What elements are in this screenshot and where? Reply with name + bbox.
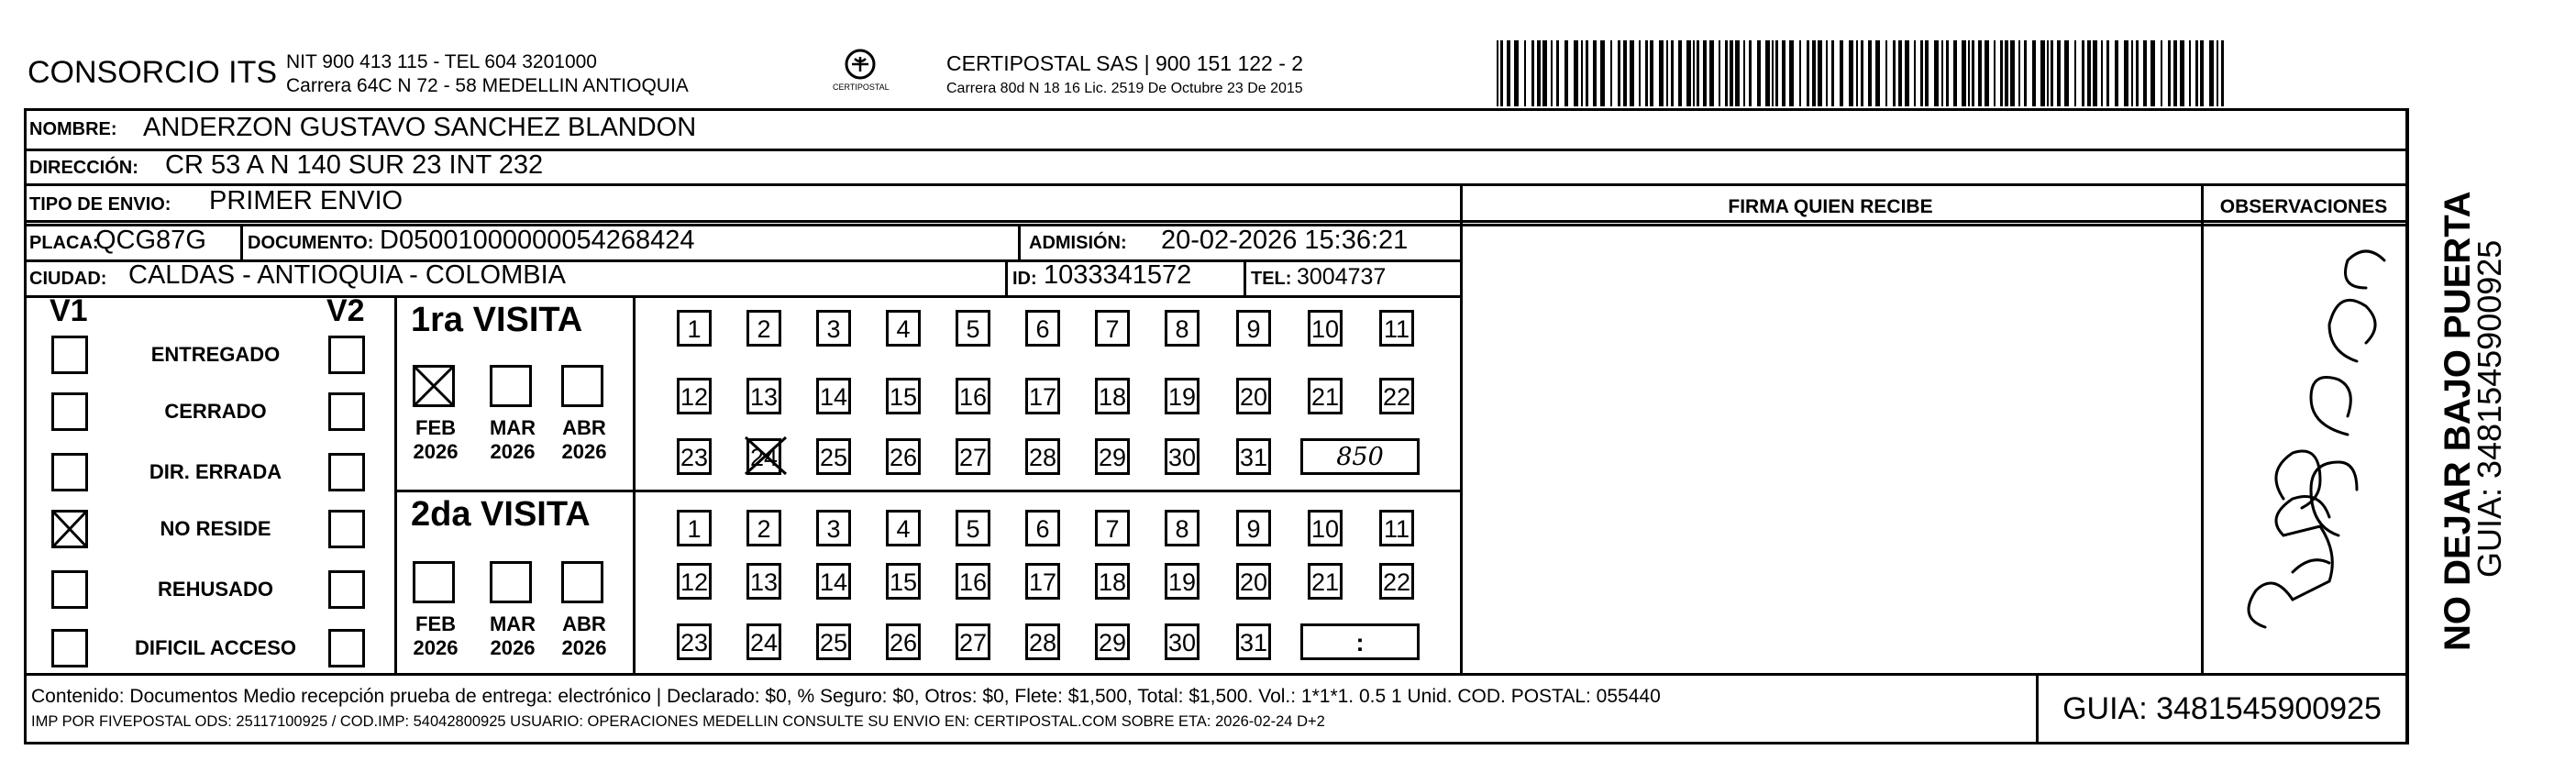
barcode-bar (1725, 40, 1728, 106)
signature-icon (2201, 224, 2406, 673)
first-visit-day-3-box[interactable]: 3 (816, 310, 851, 347)
v2-checkbox[interactable] (328, 336, 365, 374)
barcode-bar (1581, 40, 1583, 106)
second-visit-day-16-box[interactable]: 16 (956, 563, 990, 600)
barcode-bar (1946, 40, 1949, 106)
first-visit-day-25-box[interactable]: 25 (816, 438, 851, 475)
first-visit-day-12-box[interactable]: 12 (677, 378, 712, 414)
document-label: DOCUMENTO: (248, 233, 374, 253)
first-visit-day-5-box[interactable]: 5 (956, 310, 990, 347)
barcode-bar (1812, 40, 1816, 106)
barcode-bar (1645, 40, 1648, 106)
barcode-bar (1507, 40, 1510, 106)
barcode-bar (1650, 40, 1653, 106)
month-year: 2026 (413, 636, 459, 659)
second-visit-day-17-box[interactable]: 17 (1025, 563, 1060, 600)
month-label (404, 416, 468, 464)
month-name: MAR (489, 612, 536, 635)
barcode-bar (1856, 40, 1858, 106)
second-visit-day-21-box[interactable]: 21 (1308, 563, 1343, 600)
first-visit-day-21-box[interactable]: 21 (1308, 378, 1343, 414)
barcode-bar (1962, 40, 1966, 106)
second-visit-day-18-box[interactable]: 18 (1095, 563, 1130, 600)
barcode-bar (2180, 40, 2184, 106)
first-visit-month-mar-checkbox[interactable] (490, 365, 532, 407)
barcode-bar (2150, 40, 2155, 106)
footer-guide: GUIA: 3481545900925 (2062, 691, 2382, 726)
month-year: 2026 (561, 636, 607, 659)
barcode-bar (1586, 40, 1588, 106)
barcode-bar (1551, 40, 1553, 106)
barcode-bar (2082, 40, 2084, 106)
first-visit-day-27-box[interactable]: 27 (956, 438, 990, 475)
side-notice: NO DEJAR BAJO PUERTA (2438, 191, 2478, 651)
barcode-bar (1757, 40, 1761, 106)
first-visit-day-8-box[interactable]: 8 (1165, 310, 1200, 347)
status-label: DIFICIL ACCESO (134, 636, 296, 659)
barcode-bar (2124, 40, 2128, 106)
barcode-bar (1920, 40, 1923, 106)
first-visit-day-23-box[interactable]: 23 (677, 438, 712, 475)
second-visit-day-9-box[interactable]: 9 (1236, 510, 1271, 546)
second-visit-day-26-box[interactable]: 26 (886, 623, 921, 660)
month-label (481, 612, 545, 660)
month-name: MAR (489, 416, 536, 439)
status-label: CERRADO (164, 400, 267, 423)
first-visit-day-17-box[interactable]: 17 (1025, 378, 1060, 414)
month-name: ABR (562, 416, 606, 439)
first-visit-day-2-box[interactable]: 2 (746, 310, 781, 347)
v1-checkbox[interactable] (51, 629, 88, 667)
barcode-bar (1849, 40, 1853, 106)
second-visit-month-mar-checkbox[interactable] (490, 561, 532, 603)
barcode-bar (1840, 40, 1843, 106)
barcode-bar (2115, 40, 2118, 106)
second-visit-day-7-box[interactable]: 7 (1095, 510, 1130, 546)
first-visit-day-22-box[interactable]: 22 (1379, 378, 1414, 414)
barcode-bar (1623, 40, 1627, 106)
barcode-bar (1686, 40, 1691, 106)
second-visit-day-31-box[interactable]: 31 (1236, 623, 1271, 660)
first-visit-day-1-box[interactable]: 1 (677, 310, 712, 347)
v2-label: V2 (326, 293, 365, 328)
city-label: CIUDAD: (29, 269, 107, 289)
barcode-bar (1765, 40, 1770, 106)
second-visit-day-5-box[interactable]: 5 (956, 510, 990, 546)
barcode-bar (2040, 40, 2045, 106)
barcode-bar (1749, 40, 1752, 106)
barcode-bar (1994, 40, 1996, 106)
day-x-mark (746, 438, 787, 475)
month-year: 2026 (561, 440, 607, 463)
barcode-bar (1893, 40, 1896, 106)
barcode-bar (1678, 40, 1682, 106)
barcode-bar (1666, 40, 1668, 106)
second-visit-day-2-box[interactable]: 2 (746, 510, 781, 546)
barcode-bar (2093, 40, 2097, 106)
barcode (1497, 40, 2226, 106)
first-visit-day-30-box[interactable]: 30 (1165, 438, 1200, 475)
plate-label: PLACA: (29, 233, 99, 253)
v2-checkbox[interactable] (328, 392, 365, 431)
first-visit-day-13-box[interactable]: 13 (746, 378, 781, 414)
tel-number: 3004737 (1297, 264, 1387, 290)
second-visit-day-28-box[interactable]: 28 (1025, 623, 1060, 660)
barcode-bar (1697, 40, 1699, 106)
admission-date: 20-02-2026 15:36:21 (1161, 226, 1409, 255)
barcode-bar (1934, 40, 1939, 106)
second-visit-day-27-box[interactable]: 27 (956, 623, 990, 660)
barcode-bar (1630, 40, 1634, 106)
barcode-bar (2168, 40, 2171, 106)
v1-label: V1 (50, 293, 88, 328)
barcode-bar (2005, 40, 2008, 106)
first-visit-day-10-box[interactable]: 10 (1308, 310, 1343, 347)
barcode-bar (1709, 40, 1714, 106)
second-visit-day-19-box[interactable]: 19 (1165, 563, 1200, 600)
x-mark-icon (413, 365, 455, 407)
barcode-bar (1671, 40, 1674, 106)
first-visit-day-6-box[interactable]: 6 (1025, 310, 1060, 347)
month-label (552, 612, 616, 660)
status-label: REHUSADO (158, 578, 273, 601)
first-visit-time-box[interactable]: 850 (1300, 438, 1420, 475)
barcode-bar (1719, 40, 1720, 106)
barcode-bar (1574, 40, 1578, 106)
month-name: ABR (562, 612, 606, 635)
barcode-bar (1789, 40, 1794, 106)
second-visit-day-20-box[interactable]: 20 (1236, 563, 1271, 600)
first-visit-day-28-box[interactable]: 28 (1025, 438, 1060, 475)
month-name: FEB (415, 416, 456, 439)
month-name: FEB (415, 612, 456, 635)
first-visit-day-11-box[interactable]: 11 (1379, 310, 1414, 347)
barcode-bar (2051, 40, 2053, 106)
barcode-bar (2221, 40, 2224, 106)
barcode-bar (2024, 40, 2027, 106)
plate: QCG87G (95, 226, 206, 255)
first-visit-day-14-box[interactable]: 14 (816, 378, 851, 414)
barcode-bar (2064, 40, 2069, 106)
certipostal-logo (827, 46, 893, 97)
barcode-bar (1985, 40, 1989, 106)
barcode-bar (2209, 40, 2214, 106)
v1-checkbox[interactable] (51, 570, 88, 609)
shipment-type: PRIMER ENVIO (209, 186, 404, 215)
barcode-bar (1703, 40, 1707, 106)
second-visit-day-12-box[interactable]: 12 (677, 563, 712, 600)
document-number: D05001000000054268424 (380, 226, 695, 255)
barcode-bar (2161, 40, 2162, 106)
barcode-bar (2195, 40, 2198, 106)
city: CALDAS - ANTIOQUIA - COLOMBIA (128, 260, 566, 290)
v2-checkbox[interactable] (328, 453, 365, 491)
first-visit-day-20-box[interactable]: 20 (1236, 378, 1271, 414)
company-address: Carrera 64C N 72 - 58 MEDELLIN ANTIOQUIA (286, 75, 689, 96)
v2-checkbox[interactable] (328, 510, 365, 548)
v2-checkbox[interactable] (328, 570, 365, 609)
first-visit-day-18-box[interactable]: 18 (1095, 378, 1130, 414)
second-visit-day-22-box[interactable]: 22 (1379, 563, 1414, 600)
month-year: 2026 (490, 636, 536, 659)
barcode-bar (1693, 40, 1695, 106)
barcode-bar (1564, 40, 1568, 106)
company-name: CONSORCIO ITS (28, 55, 278, 90)
carrier-name: CERTIPOSTAL SAS | 900 151 122 - 2 (946, 51, 1304, 75)
barcode-bar (2173, 40, 2177, 106)
barcode-bar (1972, 40, 1974, 106)
barcode-bar (1831, 40, 1834, 106)
barcode-bar (1497, 40, 1498, 106)
barcode-bar (1941, 40, 1943, 106)
first-visit-day-15-box[interactable]: 15 (886, 378, 921, 414)
barcode-bar (1905, 40, 1909, 106)
barcode-bar (1772, 40, 1774, 106)
month-label (404, 612, 468, 660)
recipient-address: CR 53 A N 140 SUR 23 INT 232 (165, 150, 544, 180)
barcode-bar (2136, 40, 2139, 106)
x-mark-icon (51, 510, 88, 548)
content-line: Contenido: Documentos Medio recepción prueba de entrega: electrónico | Declarado: $0, % Seguro: $0, Otros: $0, Flete: $1,500, Total: $1,500. Vol.: 1*1*1. 0.5 1 Unid. COD. POSTAL: 055440 (31, 686, 1661, 707)
second-visit-day-10-box[interactable]: 10 (1308, 510, 1343, 546)
second-visit-day-29-box[interactable]: 29 (1095, 623, 1130, 660)
barcode-bar (1885, 40, 1887, 106)
barcode-bar (1968, 40, 1970, 106)
handwritten-signature (2201, 224, 2406, 673)
first-visit-day-4-box[interactable]: 4 (886, 310, 921, 347)
first-visit-day-29-box[interactable]: 29 (1095, 438, 1130, 475)
barcode-bar (2217, 40, 2218, 106)
side-guide: GUIA: 3481545900925 (2471, 239, 2508, 578)
second-visit-title: 2da VISITA (411, 495, 591, 534)
barcode-bar (1898, 40, 1902, 106)
first-visit-day-24-box[interactable]: 24 (746, 438, 781, 475)
barcode-bar (1618, 40, 1620, 106)
barcode-bar (2131, 40, 2133, 106)
barcode-bar (1818, 40, 1822, 106)
id-label: ID: (1012, 269, 1037, 289)
second-visit-day-25-box[interactable]: 25 (816, 623, 851, 660)
second-visit-day-6-box[interactable]: 6 (1025, 510, 1060, 546)
barcode-bar (1868, 40, 1872, 106)
x-mark-icon (744, 436, 788, 476)
second-visit-day-13-box[interactable]: 13 (746, 563, 781, 600)
barcode-bar (2106, 40, 2109, 106)
month-label (552, 416, 616, 464)
barcode-bar (1807, 40, 1809, 106)
barcode-bar (1978, 40, 1982, 106)
barcode-bar (1730, 40, 1733, 106)
barcode-bar (2074, 40, 2076, 106)
barcode-bar (1775, 40, 1778, 106)
barcode-bar (1500, 40, 1503, 106)
barcode-bar (2047, 40, 2049, 106)
company-nit: NIT 900 413 115 - TEL 604 3201000 (286, 51, 597, 72)
barcode-bar (1556, 40, 1559, 106)
barcode-bar (2101, 40, 2103, 106)
barcode-bar (1861, 40, 1863, 106)
status-label: ENTREGADO (150, 343, 281, 366)
barcode-bar (1914, 40, 1916, 106)
first-visit-month-abr-checkbox[interactable] (561, 365, 603, 407)
v2-checkbox[interactable] (328, 629, 365, 667)
month-year: 2026 (490, 440, 536, 463)
barcode-bar (2087, 40, 2091, 106)
barcode-bar (2143, 40, 2147, 106)
first-visit-day-26-box[interactable]: 26 (886, 438, 921, 475)
barcode-bar (1826, 40, 1828, 106)
barcode-bar (1524, 40, 1526, 106)
barcode-bar (1799, 40, 1801, 106)
address-label: DIRECCIÓN: (29, 158, 138, 178)
barcode-bar (2057, 40, 2061, 106)
signature-header: FIRMA QUIEN RECIBE (1728, 196, 1933, 217)
v1-checkbox[interactable] (51, 510, 88, 548)
barcode-bar (1610, 40, 1612, 106)
admission-label: ADMISIÓN: (1029, 233, 1127, 253)
type-label: TIPO DE ENVIO: (29, 194, 171, 215)
second-visit-time-box[interactable]: : (1300, 623, 1420, 660)
barcode-bar (1953, 40, 1957, 106)
month-year: 2026 (413, 440, 459, 463)
barcode-bar (1531, 40, 1534, 106)
barcode-bar (1875, 40, 1880, 106)
second-visit-day-24-box[interactable]: 24 (746, 623, 781, 660)
barcode-bar (1782, 40, 1786, 106)
tel-label: TEL: (1251, 269, 1292, 289)
id-number: 1033341572 (1044, 260, 1192, 290)
second-visit-day-3-box[interactable]: 3 (816, 510, 851, 546)
barcode-bar (1743, 40, 1745, 106)
v1-checkbox[interactable] (51, 392, 88, 431)
second-visit-day-1-box[interactable]: 1 (677, 510, 712, 546)
barcode-bar (2018, 40, 2020, 106)
barcode-bar (1537, 40, 1541, 106)
barcode-bar (1593, 40, 1597, 106)
barcode-bar (1600, 40, 1605, 106)
v1-checkbox[interactable] (51, 453, 88, 491)
second-visit-day-8-box[interactable]: 8 (1165, 510, 1200, 546)
barcode-bar (1659, 40, 1664, 106)
status-label: NO RESIDE (160, 517, 271, 540)
recipient-name: ANDERZON GUSTAVO SANCHEZ BLANDON (143, 113, 697, 142)
status-label: DIR. ERRADA (149, 460, 282, 483)
barcode-bar (2200, 40, 2204, 106)
second-visit-day-15-box[interactable]: 15 (886, 563, 921, 600)
logo-text: CERTIPOSTAL (833, 83, 890, 92)
first-visit-month-feb-checkbox[interactable] (413, 365, 455, 407)
first-visit-day-7-box[interactable]: 7 (1095, 310, 1130, 347)
name-label: NOMBRE: (29, 119, 117, 139)
first-visit-day-16-box[interactable]: 16 (956, 378, 990, 414)
barcode-bar (1542, 40, 1547, 106)
barcode-bar (2010, 40, 2015, 106)
second-visit-month-abr-checkbox[interactable] (561, 561, 603, 603)
print-line: IMP POR FIVEPOSTAL ODS: 25117100925 / COD.IMP: 54042800925 USUARIO: OPERACIONES MEDELLIN CONSULTE SU ENVIO EN: CERTIPOSTAL.COM SOBRE ETA: 2026-02-24 D+2 (31, 713, 1325, 730)
second-visit-day-14-box[interactable]: 14 (816, 563, 851, 600)
barcode-bar (1639, 40, 1641, 106)
barcode-bar (2032, 40, 2036, 106)
second-visit-month-feb-checkbox[interactable] (413, 561, 455, 603)
barcode-bar (2189, 40, 2191, 106)
barcode-bar (2000, 40, 2003, 106)
first-visit-day-19-box[interactable]: 19 (1165, 378, 1200, 414)
second-visit-day-11-box[interactable]: 11 (1379, 510, 1414, 546)
carrier-license: Carrera 80d N 18 16 Lic. 2519 De Octubre 23 De 2015 (946, 81, 1303, 96)
second-visit-day-4-box[interactable]: 4 (886, 510, 921, 546)
barcode-bar (1925, 40, 1929, 106)
second-visit-day-23-box[interactable]: 23 (677, 623, 712, 660)
observations-header: OBSERVACIONES (2219, 196, 2388, 217)
second-visit-day-30-box[interactable]: 30 (1165, 623, 1200, 660)
first-visit-title: 1ra VISITA (411, 301, 583, 339)
barcode-bar (1514, 40, 1519, 106)
first-visit-day-9-box[interactable]: 9 (1236, 310, 1271, 347)
v1-checkbox[interactable] (51, 336, 88, 374)
first-visit-day-31-box[interactable]: 31 (1236, 438, 1271, 475)
barcode-bar (1735, 40, 1740, 106)
month-label (481, 416, 545, 464)
